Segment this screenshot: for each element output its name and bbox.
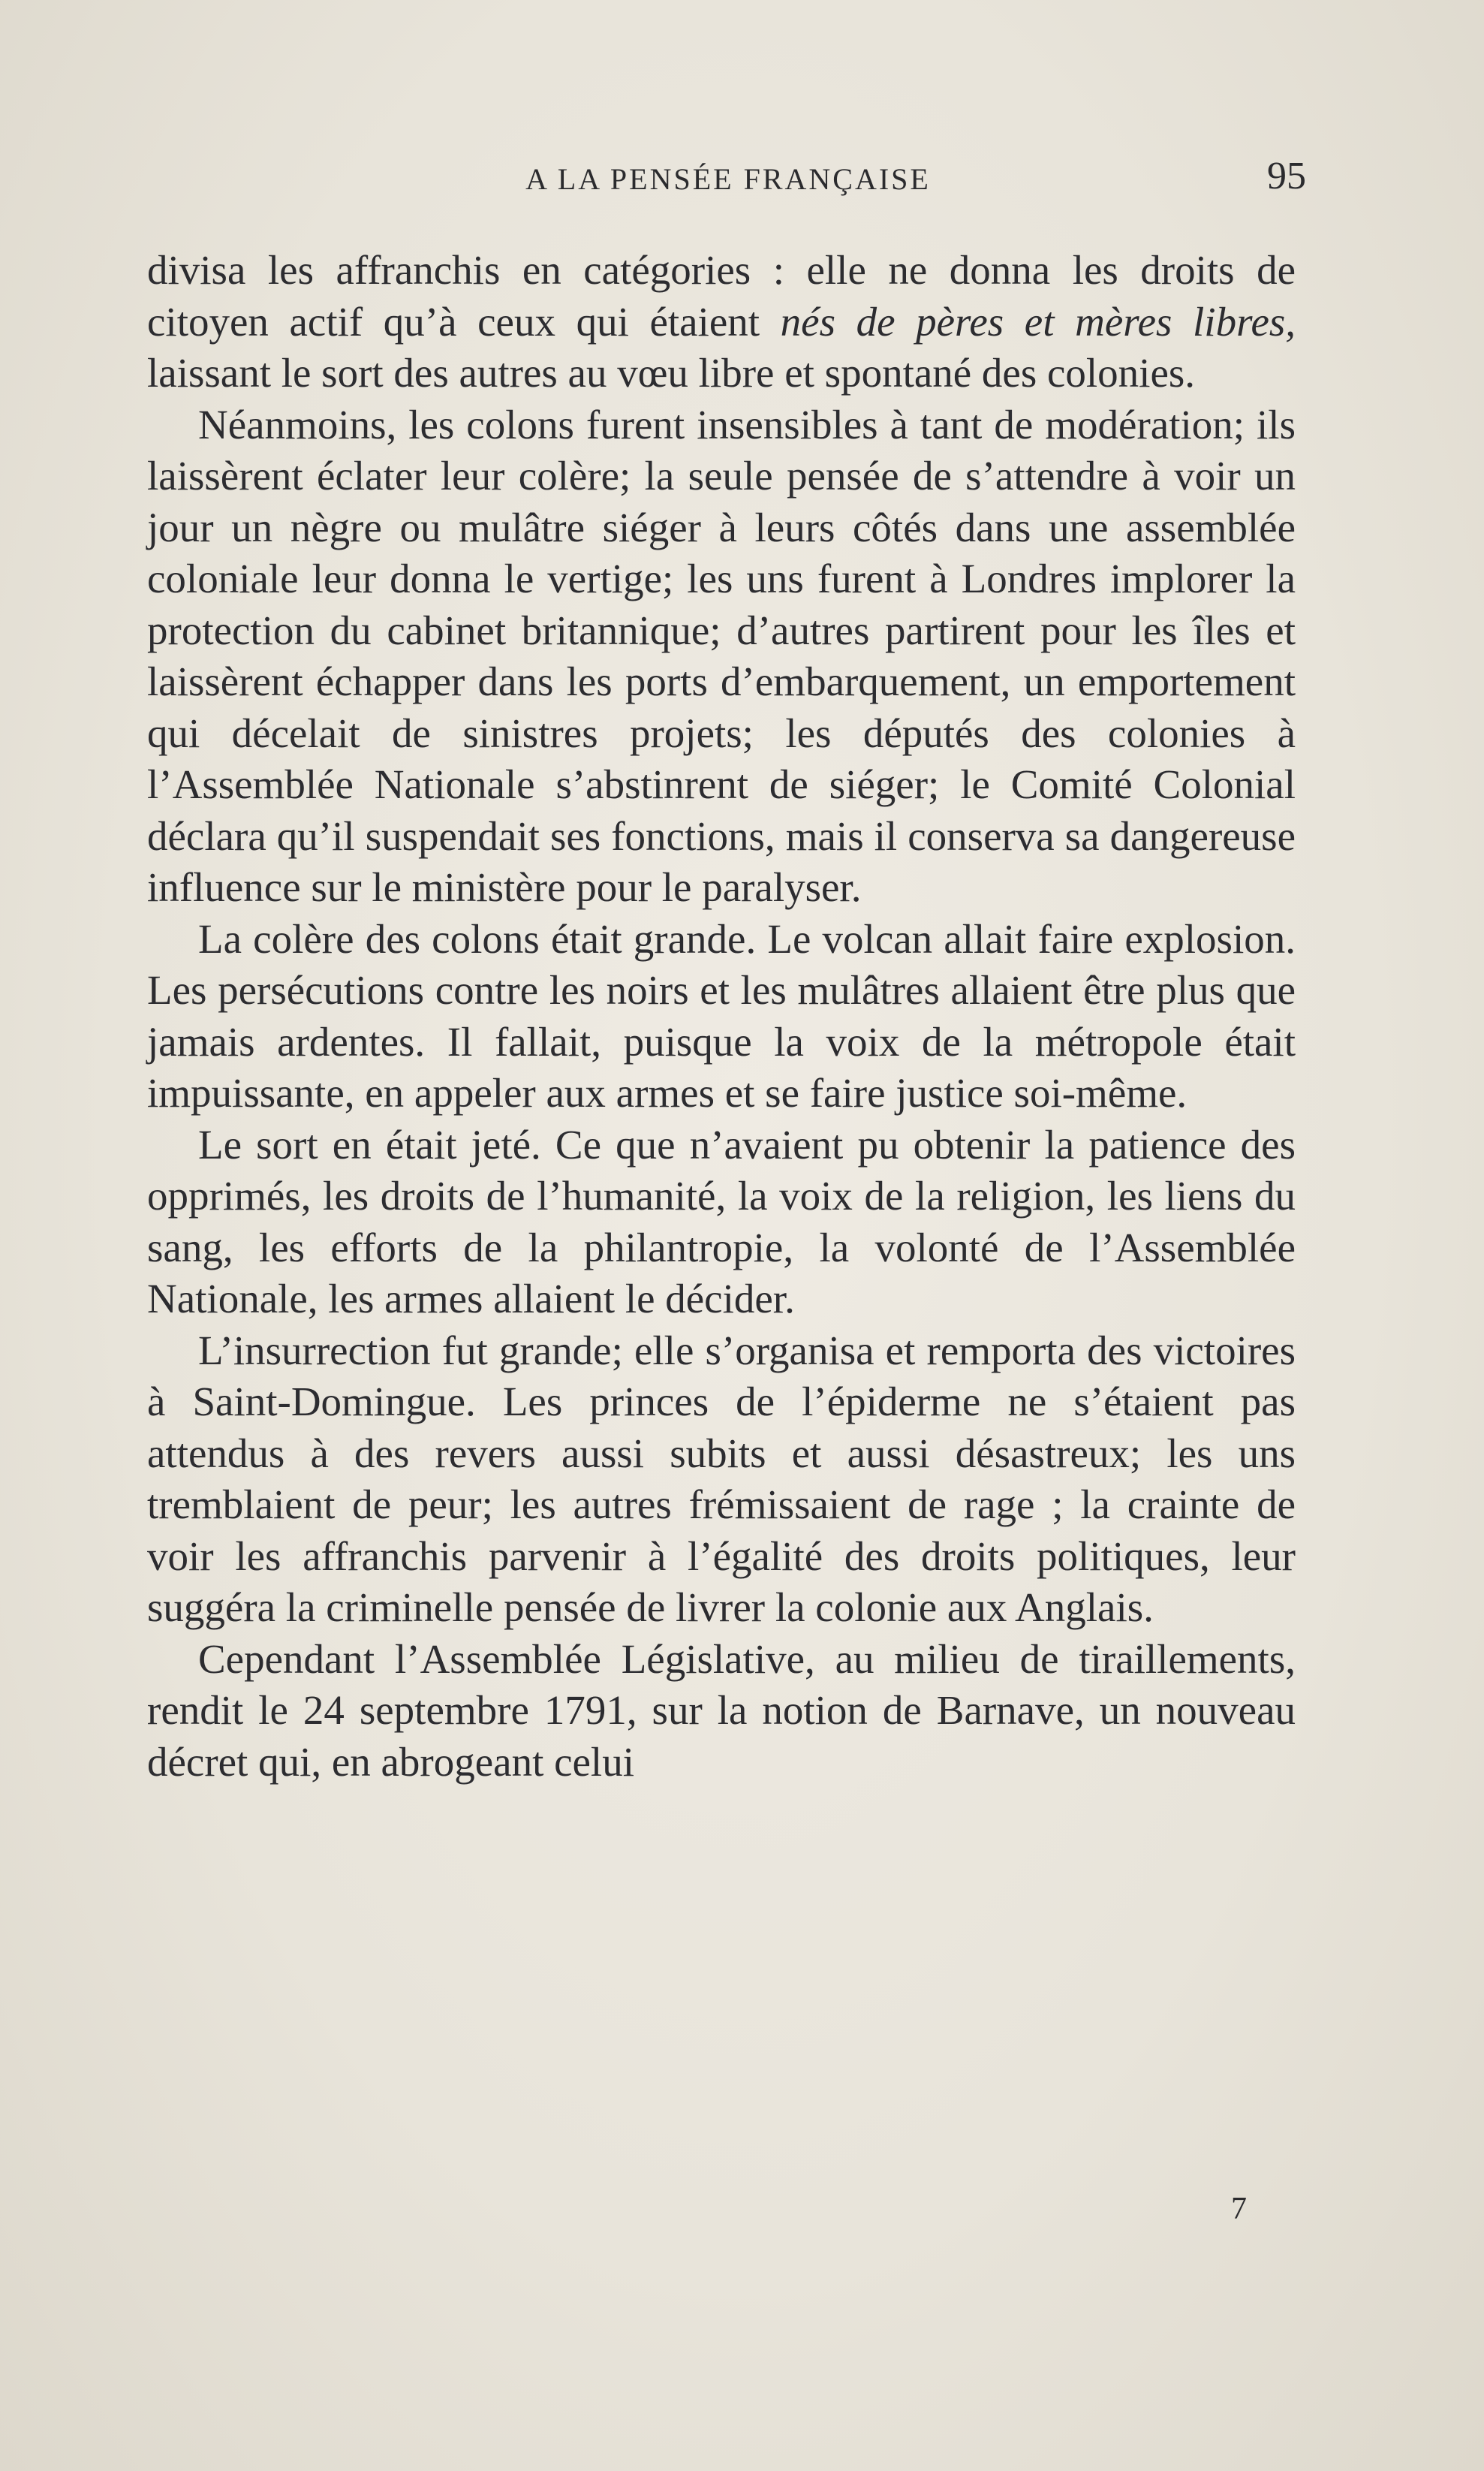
running-head — [150, 154, 1306, 206]
signature-mark: 7 — [1231, 2192, 1247, 2226]
paragraph-1-text-a: divisa les affranchis en catégories : elle ne donna les droits de citoyen actif qu’à ceux qui étaient — [147, 247, 1296, 345]
page-number: 95 — [1267, 155, 1306, 197]
paragraph-5-text: L’insurrection fut grande; elle s’organisa et remporta des victoires à Saint-Domingue. Les princes de l’épiderme ne s’étaient pas attendus à des revers aussi subits et aussi désastreux; les uns tremblaient de peur; les autres frémissaient de rage ; la crainte de voir les affranchis parvenir à l’égalité des droits politiques, leur suggéra la criminelle pensée de livrer la colonie aux Anglais. — [147, 1327, 1296, 1630]
paragraph-2 — [147, 399, 1296, 914]
paragraph-2-text: Néanmoins, les colons furent insensibles à tant de modération; ils laissèrent éclater leur colère; la seule pensée de s’attendre à voir un jour un nègre ou mulâtre siéger à leurs côtés dans une assemblée coloniale leur donna le vertige; les uns furent à Londres implorer la protection du cabinet britannique; d’autres partirent pour les îles et laissèrent échapper dans les ports d’embarquement, un emportement qui décelait de sinistres projets; les députés des colonies à l’Assemblée Nationale s’abstinrent de siéger; le Comité Colonial déclara qu’il suspendait ses fonctions, mais il conserva sa dangereuse influence sur le ministère pour le paralyser. — [147, 401, 1296, 910]
paragraph-3-text: La colère des colons était grande. Le volcan allait faire explosion. Les persécutions contre les noirs et les mulâtres allaient être plus que jamais ardentes. Il fallait, puisque la voix de la métropole était impuissante, en appeler aux armes et se faire justice soi-même. — [147, 915, 1296, 1116]
paragraph-6-text: Cependant l’Assemblée Législative, au milieu de tiraillements, rendit le 24 septembre 1791, sur la notion de Barnave, un nouveau décret qui, en abrogeant celui — [147, 1635, 1296, 1785]
paragraph-4 — [147, 1119, 1296, 1325]
paragraph-1 — [147, 245, 1296, 399]
paragraph-1-italic: nés de pères et mères libres, — [780, 298, 1296, 345]
paragraph-1-text-b: laissant le sort des autres au vœu libre et spontané des colonies. — [147, 350, 1196, 396]
running-title: A LA PENSÉE FRANÇAISE — [525, 162, 931, 196]
paragraph-6 — [147, 1634, 1296, 1788]
paragraph-4-text: Le sort en était jeté. Ce que n’avaient pu obtenir la patience des opprimés, les droits de l’humanité, la voix de la religion, les liens du sang, les efforts de la philantropie, la volonté de l’Assemblée Nationale, les armes allaient le décider. — [147, 1121, 1296, 1321]
paragraph-5 — [147, 1325, 1296, 1634]
body-text — [147, 245, 1296, 1788]
paragraph-3 — [147, 914, 1296, 1119]
